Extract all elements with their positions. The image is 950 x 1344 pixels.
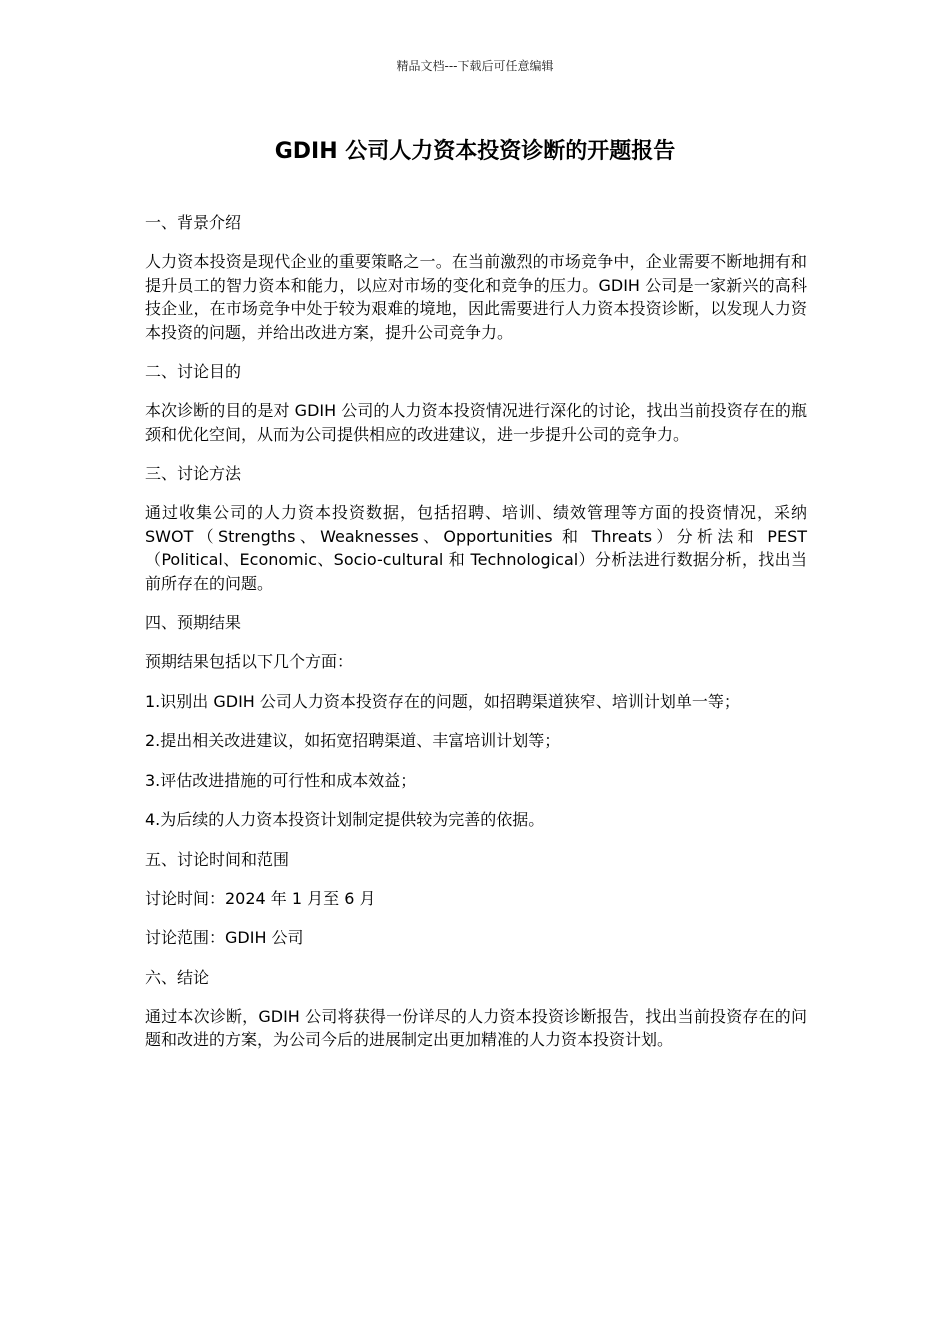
section-method	[145, 462, 807, 595]
paragraph: 预期结果包括以下几个方面：	[145, 652, 354, 671]
list-item: 1.识别出 GDIH 公司人力资本投资存在的问题，如招聘渠道狭窄、培训计划单一等；	[145, 691, 740, 711]
document-body	[145, 211, 807, 1068]
list-item: 4.为后续的人力资本投资计划制定提供较为完善的依据。	[145, 810, 545, 829]
section-background	[145, 211, 807, 344]
section-purpose	[145, 360, 807, 446]
paragraph: 通过收集公司的人力资本投资数据，包括招聘、培训、绩效管理等方面的投资情况，采纳 SWOT（Strengths、Weaknesses、Opportunities 和 Threats）分析法和 PEST（Political、Economic、Socio-cultural 和 Technological）分析法进行数据分析，找出当前所存在的问题。	[145, 503, 807, 593]
paragraph: 讨论时间：2024 年 1 月至 6 月	[145, 888, 376, 908]
section-heading: 五、讨论时间和范围	[145, 849, 290, 869]
paragraph: 本次诊断的目的是对 GDIH 公司的人力资本投资情况进行深化的讨论，找出当前投资存在的瓶颈和优化空间，从而为公司提供相应的改进建议，进一步提升公司的竞争力。	[145, 401, 807, 444]
section-heading: 四、预期结果	[145, 613, 242, 632]
list-item: 3.评估改进措施的可行性和成本效益；	[145, 770, 417, 790]
list-item: 2.提出相关改进建议，如拓宽招聘渠道、丰富培训计划等；	[145, 731, 561, 750]
section-heading: 三、讨论方法	[145, 464, 242, 483]
section-expected-results	[145, 611, 807, 832]
section-time-scope	[145, 848, 807, 950]
paragraph: 人力资本投资是现代企业的重要策略之一。在当前激烈的市场竞争中，企业需要不断地拥有和提升员工的智力资本和能力，以应对市场的变化和竞争的压力。GDIH 公司是一家新兴的高科技企业，在市场竞争中处于较为艰难的境地，因此需要进行人力资本投资诊断，以发现人力资本投资的问题，并给出改进方案，提升公司竞争力。	[145, 252, 807, 342]
section-heading: 一、背景介绍	[145, 213, 242, 232]
paragraph: 讨论范围：GDIH 公司	[145, 928, 304, 947]
section-heading: 二、讨论目的	[145, 362, 242, 381]
document-title: GDIH 公司人力资本投资诊断的开题报告	[274, 139, 676, 164]
page-header: 精品文档---下载后可任意编辑	[396, 59, 554, 73]
paragraph: 通过本次诊断，GDIH 公司将获得一份详尽的人力资本投资诊断报告，找出当前投资存在的问题和改进的方案，为公司今后的进展制定出更加精准的人力资本投资计划。	[145, 1006, 807, 1049]
section-heading: 六、结论	[145, 967, 210, 987]
section-conclusion	[145, 966, 807, 1052]
